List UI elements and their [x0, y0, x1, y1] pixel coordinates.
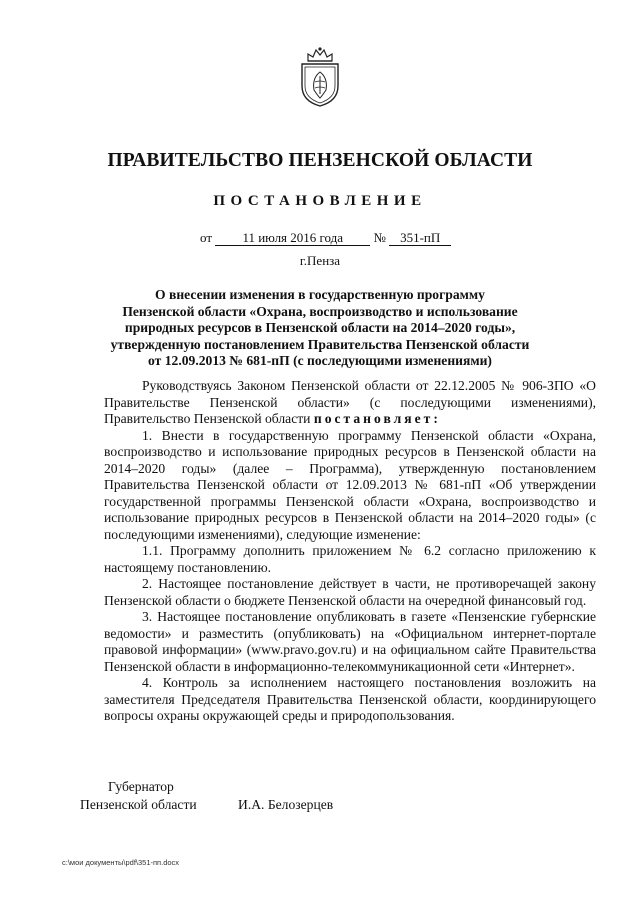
body-paragraph: 1. Внести в государственную программу Пензенской области «Охрана, воспроизводство и использование природных ресурсов в Пензенской области на 2014–2020 годы» (далее – Программа), утвержденную постановлением Правительства Пензенской области от 12.09.2013 № 681-пП «Об утверждении государственной программы Пензенской области «Охрана, воспроизводство и использование природных ресурсов в Пензенской области на 2014–2020 годы» (с последующими изменениями), следующие изменение: [104, 427, 596, 542]
decree-word: постановляет: [313, 411, 441, 426]
city: г.Пенза [299, 253, 341, 268]
date-prefix: от [200, 230, 213, 245]
subject-line: Пензенской области «Охрана, воспроизводство и использование [122, 303, 518, 319]
document-number: 351-пП [389, 231, 451, 246]
document-subject [90, 287, 550, 370]
file-path-footer: c:\мои документы\pdf\351-пп.docx [62, 858, 180, 867]
subject-line: О внесении изменения в государственную программу [155, 287, 485, 302]
organization-title: ПРАВИТЕЛЬСТВО ПЕНЗЕНСКОЙ ОБЛАСТИ [107, 150, 533, 171]
number-prefix: № [373, 230, 386, 245]
penza-coat-of-arms-icon [298, 46, 342, 108]
body-paragraph: 1.1. Программу дополнить приложением № 6.2 согласно приложению к настоящему постановлению. [104, 543, 596, 575]
preamble-text: Руководствуясь Законом Пензенской области от 22.12.2005 № 906-ЗПО «О Правительстве Пензенской области» (с последующими изменениями), Правительство Пензенской области [104, 378, 596, 426]
subject-line: от 12.09.2013 № 681-пП (с последующими изменениями) [148, 353, 492, 368]
signatory-name: И.А. Белозерцев [238, 797, 334, 812]
body-paragraph: 4. Контроль за исполнением настоящего постановления возложить на заместителя Председателя Правительства Пензенской области, координирующего вопросы охраны окружающей среды и природопользования. [104, 675, 596, 723]
date-number-line [200, 230, 451, 246]
preamble-paragraph [104, 378, 596, 428]
document-type: ПОСТАНОВЛЕНИЕ [213, 193, 427, 209]
signatory-title: Губернатор [108, 779, 174, 794]
subject-line: утвержденную постановлением Правительства Пензенской области [110, 336, 530, 352]
subject-line: природных ресурсов в Пензенской области на 2014–2020 годы», [124, 320, 516, 335]
body-paragraph: 2. Настоящее постановление действует в части, не противоречащей закону Пензенской области о бюджете Пензенской области на очередной финансовый год. [104, 576, 596, 608]
body-paragraph: 3. Настоящее постановление опубликовать в газете «Пензенские губернские ведомости» и разместить (опубликовать) на «Официальном интернет-портале правовой информации» (www.pravo.gov.ru) и на официальном сайте Правительства Пензенской области в информационно-телекоммуникационной сети «Интернет». [104, 609, 596, 674]
document-date: 11 июля 2016 года [215, 231, 370, 246]
document-body [104, 378, 596, 725]
signatory-region: Пензенской области [80, 797, 197, 812]
